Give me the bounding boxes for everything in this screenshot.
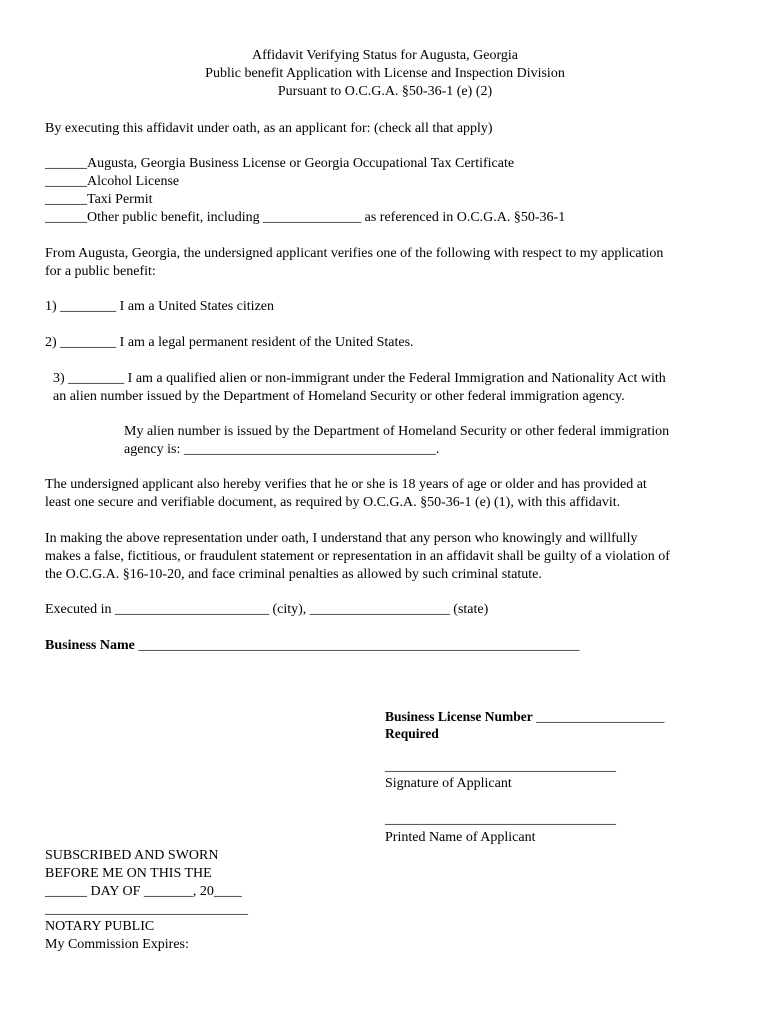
title-line-1: Affidavit Verifying Status for Augusta, Georgia (252, 48, 518, 63)
notary-signature-blank: _____________________________ (45, 902, 248, 917)
printed-name-label: Printed Name of Applicant (385, 830, 536, 845)
license-number-blank: ___________________ (532, 709, 665, 724)
license-required-label: Required (385, 726, 439, 741)
intro-text: By executing this affidavit under oath, as an applicant for: (check all that apply) (45, 121, 493, 136)
age-verify-line-1: The undersigned applicant also hereby verifies that he or she is 18 years of age or older and has provided at (45, 477, 647, 492)
option-qualified-alien-line-1: 3) ________ I am a qualified alien or non-immigrant under the Federal Immigration and Nationality Act with (53, 371, 666, 386)
executed-in-line: Executed in ______________________ (city), ____________________ (state) (45, 602, 489, 617)
option-citizen: 1) ________ I am a United States citizen (45, 299, 274, 314)
verify-line-2: for a public benefit: (45, 264, 156, 279)
notary-line-2: BEFORE ME ON THIS THE (45, 866, 212, 881)
checklist-item-alcohol-license: ______Alcohol License (45, 174, 180, 189)
commission-expires-label: My Commission Expires: (45, 937, 189, 952)
checklist-item-taxi-permit: ______Taxi Permit (45, 192, 153, 207)
business-name-line (45, 637, 579, 655)
alien-number-line-1: My alien number is issued by the Department of Homeland Security or other federal immigration (124, 424, 670, 439)
checklist-item-business-license: ______Augusta, Georgia Business License or Georgia Occupational Tax Certificate (45, 156, 515, 171)
notary-line-1: SUBSCRIBED AND SWORN (45, 848, 219, 863)
notary-public-label: NOTARY PUBLIC (45, 919, 155, 934)
penalty-line-3: the O.C.G.A. §16-10-20, and face criminal penalties as allowed by such criminal statute. (45, 567, 542, 582)
title-line-3: Pursuant to O.C.G.A. §50-36-1 (e) (2) (277, 84, 493, 99)
age-verify-line-2: least one secure and verifiable document, as required by O.C.G.A. §50-36-1 (e) (1), with this affidavit. (45, 495, 621, 510)
business-name-blank: _______________________________________________________________ (134, 638, 580, 653)
business-name-label: Business Name (45, 638, 135, 653)
verify-line-1: From Augusta, Georgia, the undersigned applicant verifies one of the following with respect to my application (45, 246, 664, 261)
checklist-item-other-benefit: ______Other public benefit, including ______________ as referenced in O.C.G.A. §50-36-1 (45, 210, 566, 225)
signature-label: Signature of Applicant (385, 776, 512, 791)
printed-name-blank: _________________________________ (385, 812, 616, 827)
penalty-line-1: In making the above representation under oath, I understand that any person who knowingly and willfully (45, 531, 638, 546)
signature-blank: _________________________________ (385, 759, 616, 774)
option-permanent-resident: 2) ________ I am a legal permanent resident of the United States. (45, 335, 414, 350)
alien-number-line-2: agency is: ____________________________________. (124, 442, 440, 457)
title-line-2: Public benefit Application with License and Inspection Division (205, 66, 565, 81)
notary-line-3: ______ DAY OF _______, 20____ (45, 884, 242, 899)
penalty-line-2: makes a false, fictitious, or fraudulent statement or representation in an affidavit shall be guilty of a violation of (45, 549, 670, 564)
license-number-label: Business License Number (385, 709, 533, 724)
license-number-line (385, 708, 664, 726)
option-qualified-alien-line-2: an alien number issued by the Department of Homeland Security or other federal immigration agency. (53, 389, 625, 404)
